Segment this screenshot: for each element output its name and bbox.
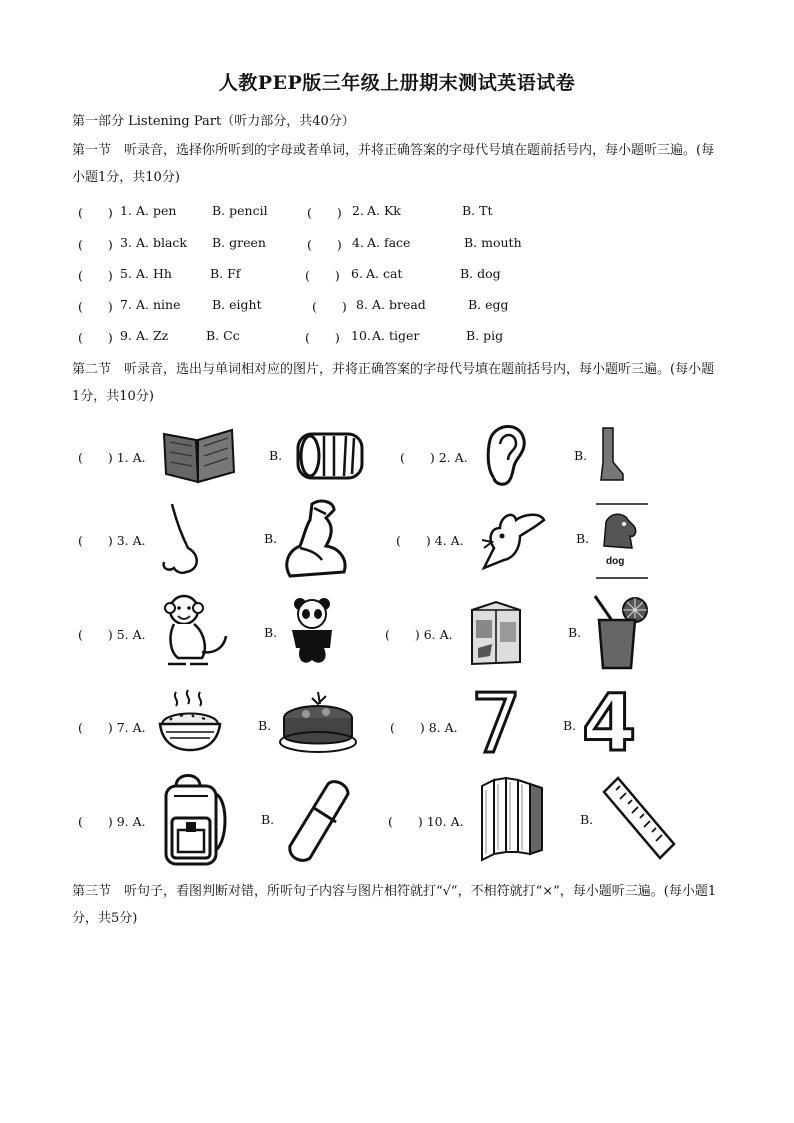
- answer-blank[interactable]: ( ): [307, 237, 342, 252]
- book-icon[interactable]: [160, 424, 238, 484]
- section3-instructions: 第三节 听句子，看图判断对错，所听句子内容与图片相符就打“√”，不相符就打“×”，每小题听三遍。(每小题1分，共5分): [72, 884, 717, 926]
- page-title: 人教PEP版三年级上册期末测试英语试卷: [218, 72, 576, 94]
- option-b-label: B.: [563, 718, 577, 733]
- answer-blank[interactable]: ( ): [78, 330, 113, 345]
- picture-question-label[interactable]: ( ) 3. A.: [78, 533, 146, 548]
- question-number: 4.: [352, 235, 364, 250]
- number-four-icon[interactable]: 4: [582, 679, 637, 769]
- option-b: B. Ff: [210, 266, 241, 281]
- answer-blank[interactable]: ( ): [78, 299, 113, 314]
- option-a: A. Hh: [136, 266, 172, 281]
- question-number: 7.: [120, 297, 132, 312]
- cake-icon[interactable]: [278, 690, 358, 756]
- option-b: B. pencil: [212, 203, 268, 218]
- answer-blank[interactable]: ( ): [312, 299, 347, 314]
- option-b-label: B.: [264, 625, 278, 640]
- option-b: B. egg: [468, 297, 509, 312]
- option-b-label: B.: [269, 448, 283, 463]
- option-a: A. Kk: [367, 203, 401, 218]
- option-b: B. mouth: [464, 235, 522, 250]
- question-number: 2.: [352, 203, 364, 218]
- option-b: B. Tt: [462, 203, 493, 218]
- option-b: B. Cc: [206, 328, 240, 343]
- answer-blank[interactable]: ( ): [305, 330, 340, 345]
- answer-blank[interactable]: ( ): [78, 268, 113, 283]
- dog-card-icon[interactable]: [594, 502, 650, 582]
- answer-blank[interactable]: ( ): [78, 237, 113, 252]
- section1-instructions: 第一节 听录音，选择你所听到的字母或者单词，并将正确答案的字母代号填在题前括号内，每小题听三遍。(每小题1分，共10分): [72, 143, 715, 185]
- question-number: 9.: [120, 328, 132, 343]
- ruler-icon[interactable]: [600, 774, 676, 860]
- picture-question-label[interactable]: ( ) 1. A.: [78, 450, 146, 465]
- answer-blank[interactable]: ( ): [307, 205, 342, 220]
- option-a: A. tiger: [372, 328, 420, 343]
- question-number: 3.: [120, 235, 132, 250]
- question-number: 5.: [120, 266, 132, 281]
- milk-carton-icon[interactable]: [466, 598, 526, 668]
- picture-question-label[interactable]: ( ) 10. A.: [388, 814, 464, 829]
- option-b: B. green: [212, 235, 266, 250]
- picture-question-label[interactable]: ( ) 8. A.: [390, 720, 458, 735]
- option-b-label: B.: [576, 531, 590, 546]
- option-a: A. Zz: [136, 328, 169, 343]
- arm-icon[interactable]: [282, 496, 350, 580]
- part1-heading: 第一部分 Listening Part（听力部分，共40分）: [72, 114, 355, 129]
- picture-question-label[interactable]: ( ) 6. A.: [385, 627, 453, 642]
- picture-question-label[interactable]: ( ) 4. A.: [396, 533, 464, 548]
- option-a: A. bread: [372, 297, 426, 312]
- option-a: A. cat: [366, 266, 403, 281]
- number-seven-icon[interactable]: 7: [470, 677, 523, 772]
- bird-icon[interactable]: [474, 504, 548, 576]
- picture-question-label[interactable]: ( ) 9. A.: [78, 814, 146, 829]
- monkey-icon[interactable]: [158, 592, 230, 670]
- section2-instructions: 第二节 听录音，选出与单词相对应的图片，并将正确答案的字母代号填在题前括号内，每小题听三遍。(每小题1分，共10分): [72, 362, 715, 404]
- rice-bowl-icon[interactable]: [156, 688, 224, 760]
- option-b-label: B.: [568, 625, 582, 640]
- ear-icon[interactable]: [482, 418, 530, 490]
- question-number: 8.: [356, 297, 368, 312]
- option-b: B. dog: [460, 266, 501, 281]
- option-b-label: B.: [261, 812, 275, 827]
- backpack-icon[interactable]: [160, 770, 230, 868]
- question-number: 1.: [120, 203, 132, 218]
- option-a: A. black: [136, 235, 188, 250]
- dog-caption: dog: [606, 556, 625, 567]
- answer-blank[interactable]: ( ): [305, 268, 340, 283]
- option-a: A. nine: [136, 297, 181, 312]
- panda-icon[interactable]: [286, 596, 342, 668]
- picture-question-label[interactable]: ( ) 7. A.: [78, 720, 146, 735]
- picture-question-label[interactable]: ( ) 5. A.: [78, 627, 146, 642]
- books-icon[interactable]: [478, 774, 546, 862]
- option-b: B. eight: [212, 297, 262, 312]
- option-b-label: B.: [258, 718, 272, 733]
- option-a: A. pen: [136, 203, 177, 218]
- option-a: A. face: [367, 235, 411, 250]
- picture-question-label[interactable]: ( ) 2. A.: [400, 450, 468, 465]
- option-b-label: B.: [574, 448, 588, 463]
- nose-icon[interactable]: [158, 500, 208, 578]
- option-b-label: B.: [264, 531, 278, 546]
- leg-icon[interactable]: [593, 426, 627, 484]
- option-b: B. pig: [466, 328, 504, 343]
- juice-glass-icon[interactable]: [589, 592, 651, 672]
- option-b-label: B.: [580, 812, 594, 827]
- answer-blank[interactable]: ( ): [78, 205, 113, 220]
- question-number: 10.: [351, 328, 371, 343]
- eraser-icon[interactable]: [284, 776, 354, 866]
- pencil-box-icon[interactable]: [294, 430, 366, 482]
- question-number: 6.: [351, 266, 363, 281]
